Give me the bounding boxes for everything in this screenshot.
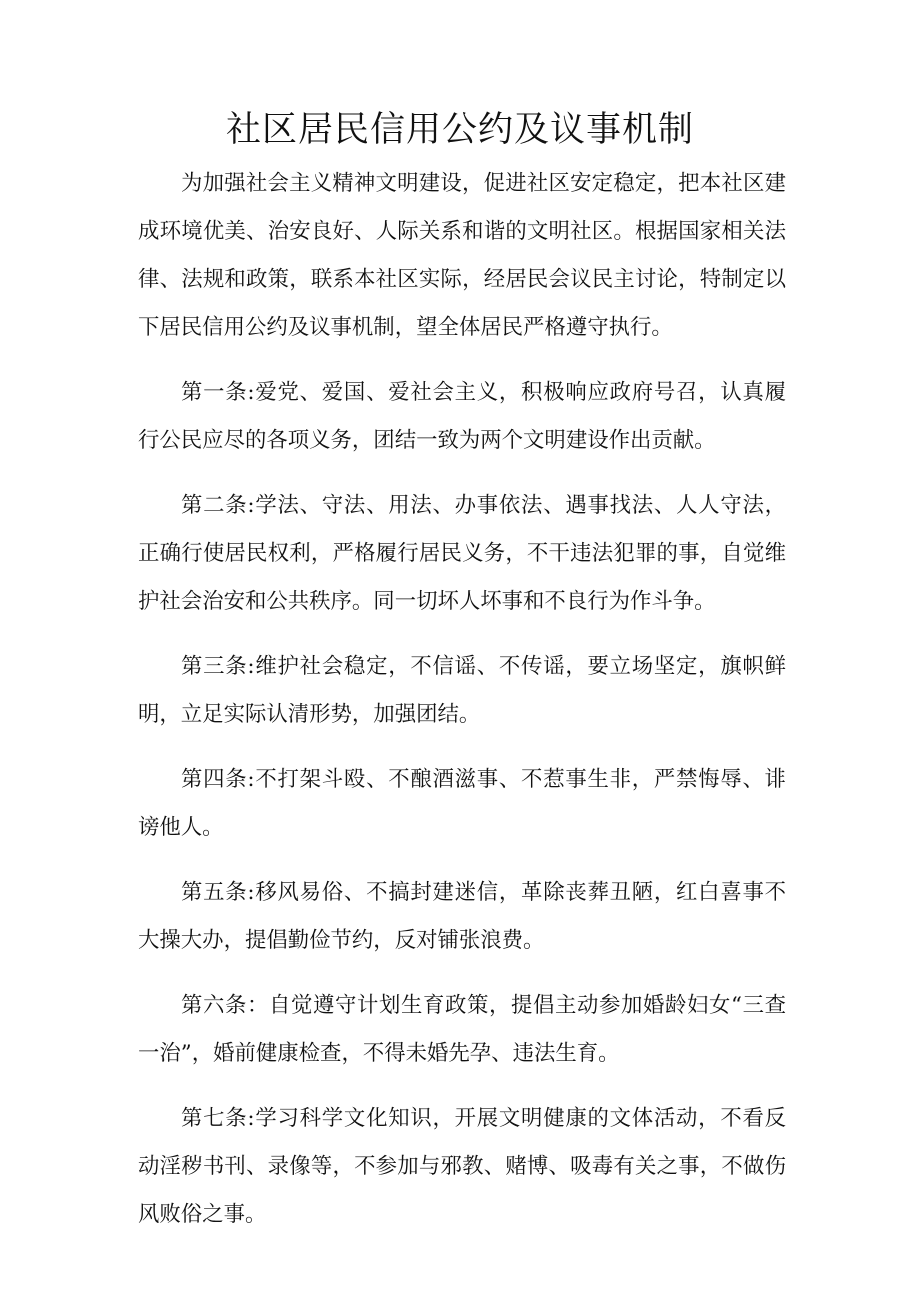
article-6-paragraph: 第六条：自觉遵守计划生育政策，提倡主动参加婚龄妇女“三查一治”，婚前健康检查，不得未婚先孕、违法生育。 bbox=[138, 993, 786, 1066]
article-4-paragraph: 第四条:不打架斗殴、不酿酒滋事、不惹事生非，严禁悔辱、诽谤他人。 bbox=[138, 767, 786, 840]
article-7-paragraph: 第七条:学习科学文化知识，开展文明健康的文体活动，不看反动淫秽书刊、录像等，不参加与邪教、赌博、吸毒有关之事，不做伤风败俗之事。 bbox=[138, 1106, 786, 1227]
article-1-paragraph: 第一条:爱党、爱国、爱社会主义，积极响应政府号召，认真履行公民应尽的各项义务，团结一致为两个文明建设作出贡献。 bbox=[138, 380, 786, 453]
document-title: 社区居民信用公约及议事机制 bbox=[225, 110, 694, 150]
article-5-paragraph: 第五条:移风易俗、不搞封建迷信，革除丧葬丑陋，红白喜事不大操大办，提倡勤俭节约，反对铺张浪费。 bbox=[138, 880, 786, 953]
preamble-paragraph: 为加强社会主义精神文明建设，促进社区安定稳定，把本社区建成环境优美、治安良好、人际关系和谐的文明社区。根据国家相关法律、法规和政策，联系本社区实际，经居民会议民主讨论，特制定以下居民信用公约及议事机制，望全体居民严格遵守执行。 bbox=[138, 171, 786, 340]
article-2-paragraph: 第二条:学法、守法、用法、办事依法、遇事找法、人人守法，正确行使居民权利，严格履行居民义务，不干违法犯罪的事，自觉维护社会治安和公共秩序。同一切坏人坏事和不良行为作斗争。 bbox=[138, 493, 786, 614]
article-3-paragraph: 第三条:维护社会稳定，不信谣、不传谣，要立场坚定，旗帜鲜明，立足实际认清形势，加强团结。 bbox=[138, 654, 786, 727]
document-body bbox=[138, 160, 786, 1256]
